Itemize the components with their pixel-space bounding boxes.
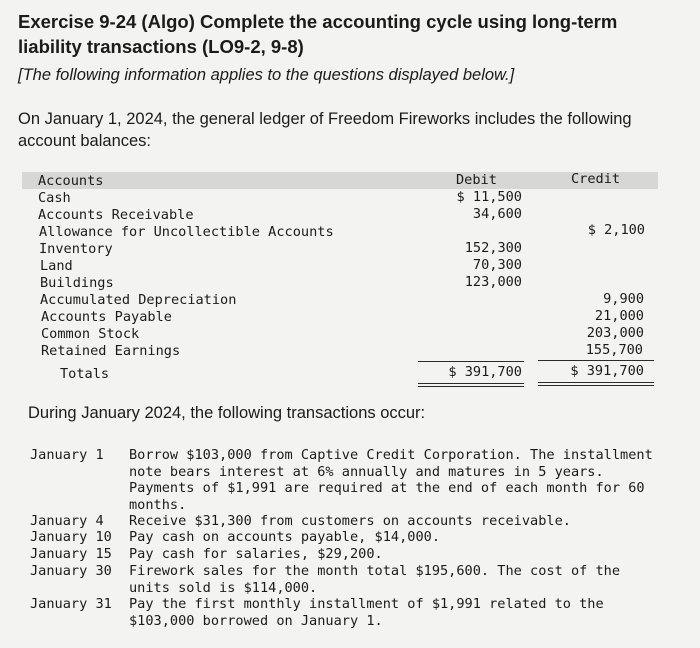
debit-amount: 123,000: [464, 274, 522, 290]
intro-paragraph: On January 1, 2024, the general ledger of Freedom Fireworks includes the following account balances:: [18, 110, 632, 150]
transaction-description: Pay cash on accounts payable, $14,000.: [129, 529, 440, 545]
transaction-date: January 15: [30, 546, 112, 562]
account-name: Cash: [38, 190, 71, 206]
debit-amount: 152,300: [464, 240, 522, 256]
total-debit: $ 391,700: [448, 364, 522, 380]
account-name: Allowance for Uncollectible Accounts: [39, 224, 334, 240]
totals-label: Totals: [60, 366, 110, 382]
col-header-accounts: Accounts: [38, 173, 104, 189]
account-name: Accumulated Depreciation: [40, 292, 237, 308]
debit-amount: 70,300: [472, 257, 522, 273]
credit-amount: 9,900: [603, 291, 644, 307]
debit-subtotal-rule: [418, 361, 524, 362]
credit-amount: 21,000: [594, 308, 644, 324]
account-name: Land: [40, 258, 73, 274]
info-note: [The following information applies to the questions displayed below.]: [18, 66, 515, 84]
account-name: Common Stock: [41, 326, 140, 342]
account-name: Retained Earnings: [41, 343, 181, 359]
debit-total-double-rule-top: [418, 383, 524, 384]
col-header-credit: Credit: [571, 171, 621, 187]
debit-amount: 34,600: [472, 206, 522, 222]
account-name: Accounts Payable: [41, 309, 172, 325]
col-header-debit: Debit: [456, 172, 497, 188]
transaction-date: January 4: [30, 513, 104, 529]
credit-amount: $ 2,100: [587, 222, 645, 238]
transaction-description: Pay the first monthly installment of $1,991 related to the $103,000 borrowed on January 1.: [129, 596, 604, 629]
account-name: Inventory: [39, 241, 113, 257]
total-credit: $ 391,700: [570, 363, 644, 379]
transaction-description: Receive $31,300 from customers on accounts receivable.: [129, 513, 571, 529]
credit-subtotal-rule: [538, 360, 654, 361]
transaction-description: Borrow $103,000 from Captive Credit Corporation. The installment note bears interest at 6% annually and matures in 5 years. Payments of $1,991 are required at the end of each month for 60 months.: [129, 447, 653, 513]
debit-amount: $ 11,500: [456, 189, 522, 205]
transaction-date: January 31: [30, 596, 112, 612]
transaction-description: Pay cash for salaries, $29,200.: [129, 546, 383, 562]
transaction-date: January 30: [30, 563, 112, 579]
ledger-header-bar: [22, 172, 658, 189]
transaction-description: Firework sales for the month total $195,600. The cost of the units sold is $114,000.: [129, 563, 621, 596]
credit-amount: 203,000: [586, 325, 644, 341]
credit-total-double-rule-top: [538, 382, 654, 383]
credit-total-double-rule-bottom: [538, 385, 654, 386]
transaction-date: January 10: [30, 529, 112, 545]
transactions-heading: During January 2024, the following transactions occur:: [28, 404, 426, 422]
account-name: Buildings: [40, 275, 114, 291]
transaction-date: January 1: [30, 447, 104, 463]
exercise-title: Exercise 9-24 (Algo) Complete the accounting cycle using long-term liability transactions (LO9-2, 9-8): [18, 11, 618, 57]
credit-amount: 155,700: [585, 342, 643, 358]
account-name: Accounts Receivable: [38, 207, 194, 223]
debit-total-double-rule-bottom: [418, 386, 524, 387]
